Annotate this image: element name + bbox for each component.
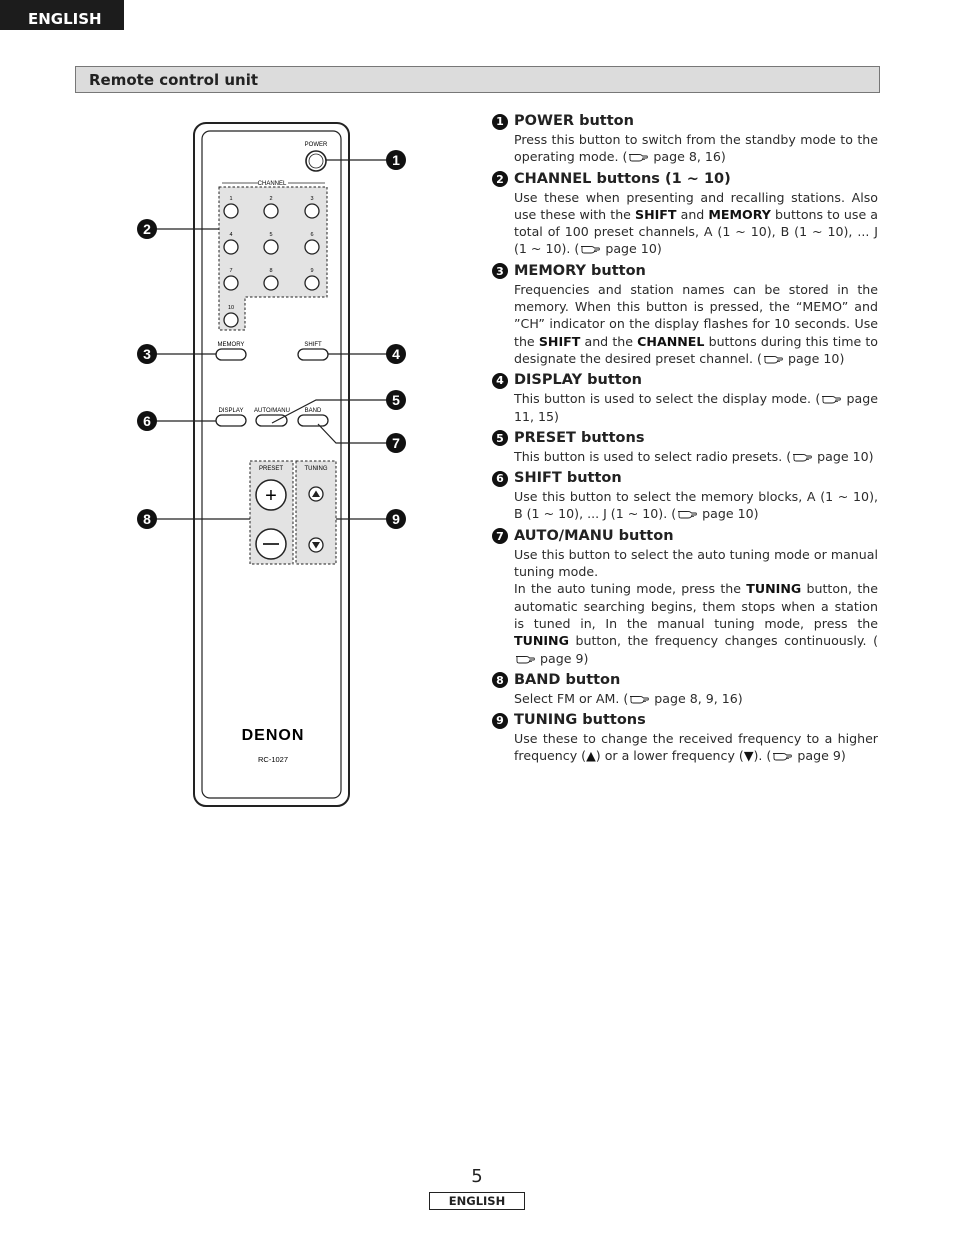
item-description (514, 448, 878, 465)
text-run: and the (580, 333, 638, 349)
tuning-label: TUNING (304, 466, 328, 472)
item-description (514, 390, 878, 425)
item-heading (492, 711, 878, 730)
section-title: Remote control unit (75, 66, 880, 93)
hand-pointer-icon (515, 651, 535, 662)
item-heading (492, 429, 878, 448)
callout-9-number: 9 (392, 511, 400, 527)
item-number-badge: 7 (492, 528, 508, 544)
item-6 (492, 469, 878, 523)
item-description (514, 730, 878, 765)
callout-7-number: 7 (392, 435, 400, 451)
text-run: buttons to use a total of 100 preset channels, A (1 ~ 10), B (1 ~ 10), ... J (1 ~ 10). ( (514, 206, 879, 257)
display-button (216, 415, 246, 426)
item-heading (492, 371, 878, 390)
bold-term: CHANNEL (637, 333, 705, 349)
channel-button-7 (224, 276, 238, 290)
item-title: CHANNEL buttons (1 ~ 10) (514, 170, 731, 187)
bold-term: ▼ (743, 748, 754, 764)
text-run: This button is used to select the display mode. ( (514, 391, 821, 407)
text-run: page 9) (793, 748, 846, 764)
shift-label: SHIFT (304, 342, 322, 348)
channel-number-label: 4 (229, 232, 233, 238)
text-run: page 10) (813, 448, 874, 464)
hand-pointer-icon (763, 351, 783, 362)
item-5 (492, 429, 878, 465)
item-heading (492, 262, 878, 281)
brand-logo: DENON (241, 727, 305, 744)
text-run: ) or a lower frequency ( (595, 748, 744, 764)
channel-button-3 (305, 204, 319, 218)
bold-term: SHIFT (538, 333, 581, 349)
plus-icon: + (265, 485, 277, 507)
channel-number-label: 1 (229, 196, 233, 202)
callout-3-number: 3 (143, 346, 151, 362)
text-run: buttons during this time to designate the desired preset channel. ( (514, 333, 879, 366)
text-run: In the auto tuning mode, press the (514, 581, 747, 597)
auto-manu-button (256, 415, 287, 426)
band-button (298, 415, 328, 426)
text-run: page 9) (536, 650, 589, 666)
channel-number-label: 6 (310, 232, 314, 238)
model-label: RC-1027 (257, 755, 289, 764)
channel-number-label: 7 (229, 268, 233, 274)
hand-pointer-icon (677, 506, 697, 517)
item-number-badge: 1 (492, 114, 508, 130)
display-label: DISPLAY (218, 408, 244, 414)
item-heading (492, 170, 878, 189)
text-run: Use these to change the received frequency to a higher frequency ( (514, 731, 878, 764)
bold-term: TUNING (746, 581, 802, 597)
text-run: button, the frequency changes continuously. ( (568, 633, 878, 649)
item-description (514, 131, 878, 166)
band-label: BAND (304, 408, 322, 414)
item-title: TUNING buttons (514, 712, 646, 729)
item-description (514, 690, 878, 707)
text-run: Use these when presenting and recalling stations. Also use these with the (514, 189, 878, 222)
footer-language: ENGLISH (429, 1192, 525, 1210)
channel-number-label: 3 (310, 196, 314, 202)
text-run: page 8, 16) (649, 149, 726, 165)
item-8 (492, 671, 878, 707)
item-list (492, 112, 878, 769)
item-number-badge: 4 (492, 373, 508, 389)
text-run: page 10) (601, 241, 662, 257)
item-description (514, 189, 878, 258)
hand-pointer-icon (580, 241, 600, 252)
auto-manu-label: AUTO/MANU (254, 408, 290, 414)
power-label: POWER (304, 142, 328, 148)
hand-pointer-icon (628, 149, 648, 160)
channel-number-label: 5 (269, 232, 273, 238)
item-description (514, 281, 878, 367)
text-run: button, the automatic searching begins, them stops when a station is tuned in, In the manual tuning mode, press the (514, 581, 878, 631)
text-run: page 8, 9, 16) (650, 690, 743, 706)
bold-term: ▲ (586, 748, 596, 764)
shift-button (298, 349, 328, 360)
language-tab: ENGLISH (0, 0, 124, 30)
memory-button (216, 349, 246, 360)
memory-label: MEMORY (217, 342, 245, 348)
callout-2-number: 2 (143, 221, 151, 237)
channel-button-10 (224, 313, 238, 327)
item-heading (492, 671, 878, 690)
channel-number-label: 8 (269, 268, 273, 274)
text-run: Press this button to switch from the standby mode to the operating mode. ( (514, 132, 878, 165)
callout-4-number: 4 (392, 346, 400, 362)
item-title: DISPLAY button (514, 372, 642, 389)
text-run: page 10) (698, 506, 759, 522)
preset-label: PRESET (258, 466, 284, 472)
item-3 (492, 262, 878, 367)
text-run: Select FM or AM. ( (514, 690, 629, 706)
hand-pointer-icon (792, 449, 812, 460)
text-run: Frequencies and station names can be stored in the memory. When this button is pressed, the “MEMO” and ”CH” indicator on the display flashes for 10 seconds. Use the (514, 281, 878, 349)
item-number-badge: 8 (492, 672, 508, 688)
hand-pointer-icon (629, 691, 649, 702)
text-run: and (676, 206, 709, 222)
item-1 (492, 112, 878, 166)
channel-button-4 (224, 240, 238, 254)
item-heading (492, 527, 878, 546)
channel-button-8 (264, 276, 278, 290)
item-title: SHIFT button (514, 470, 622, 487)
item-2 (492, 170, 878, 258)
item-title: POWER button (514, 113, 634, 129)
item-number-badge: 5 (492, 430, 508, 446)
hand-pointer-icon (772, 748, 792, 759)
remote-control-illustration (120, 110, 420, 810)
channel-button-5 (264, 240, 278, 254)
text-run: page 11, 15) (514, 391, 878, 424)
callout-6-number: 6 (143, 413, 151, 429)
text-run: Use this button to select the memory blocks, A (1 ~ 10), B (1 ~ 10), ... J (1 ~ 10). ( (514, 489, 878, 522)
callout-5-number: 5 (392, 392, 400, 408)
item-heading (492, 469, 878, 488)
callout-1-number: 1 (392, 152, 400, 168)
text-run: ). ( (753, 748, 772, 764)
item-number-badge: 6 (492, 471, 508, 487)
channel-button-6 (305, 240, 319, 254)
hand-pointer-icon (821, 391, 841, 402)
channel-button-9 (305, 276, 319, 290)
bold-term: SHIFT (635, 206, 677, 222)
item-4 (492, 371, 878, 425)
text-run: Use this button to select the auto tuning mode or manual tuning mode. (514, 546, 878, 580)
channel-number-label: 2 (269, 196, 273, 202)
item-heading (492, 112, 878, 131)
item-title: PRESET buttons (514, 429, 645, 446)
channel-number-label: 10 (227, 305, 235, 311)
item-title: MEMORY button (514, 262, 646, 279)
channel-button-2 (264, 204, 278, 218)
page-number: 5 (471, 1166, 483, 1187)
channel-button-1 (224, 204, 238, 218)
item-number-badge: 2 (492, 171, 508, 187)
channel-number-label: 9 (310, 268, 314, 274)
item-title: AUTO/MANU button (514, 527, 674, 544)
item-description (514, 546, 878, 667)
item-title: BAND button (514, 671, 621, 688)
text-run: This button is used to select radio presets. ( (514, 448, 792, 464)
channel-label: CHANNEL (257, 181, 287, 187)
item-number-badge: 9 (492, 713, 508, 729)
item-9 (492, 711, 878, 765)
item-number-badge: 3 (492, 263, 508, 279)
text-run: page 10) (783, 350, 845, 366)
bold-term: TUNING (514, 633, 569, 649)
bold-term: MEMORY (708, 206, 771, 222)
item-7 (492, 527, 878, 667)
callout-8-number: 8 (143, 511, 151, 527)
item-description (514, 488, 878, 523)
